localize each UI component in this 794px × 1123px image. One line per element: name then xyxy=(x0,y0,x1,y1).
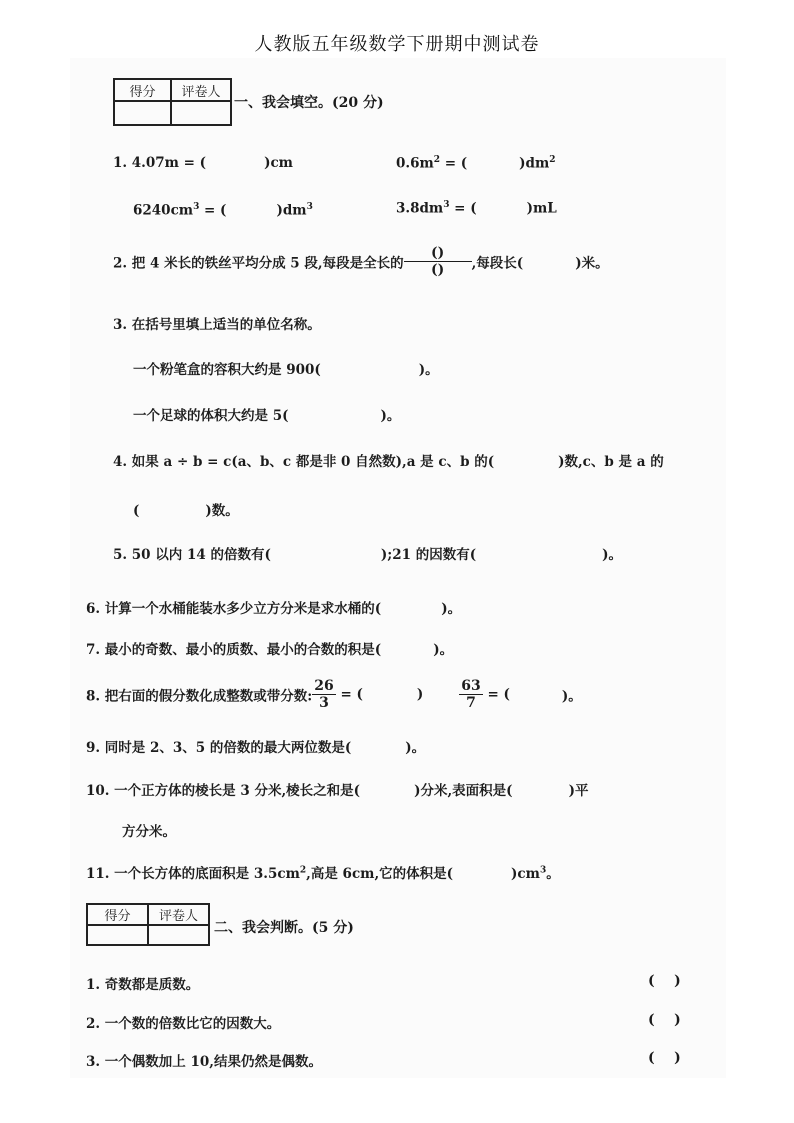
section-title: 二、我会判断。(5 分) xyxy=(214,920,354,936)
fraction-blank[interactable]: $\frac{()}{()}$ xyxy=(404,245,472,278)
judge-item-3: 3. 一个偶数加上 10,结果仍然是偶数。 xyxy=(86,1054,322,1070)
question-4b: ( )数。 xyxy=(133,503,239,519)
question-2: 2. 把 4 米长的铁丝平均分成 5 段,每段是全长的 $\frac{()}{()}$ ,每段长( )米。 xyxy=(113,245,609,278)
question-10b: 方分米。 xyxy=(122,824,176,840)
fraction-63-7: $\frac{63}{7}$ xyxy=(461,678,481,711)
score-table xyxy=(86,903,210,946)
section-title: 一、我会填空。(20 分) xyxy=(234,95,384,111)
question-3: 3. 在括号里填上适当的单位名称。 xyxy=(113,317,321,333)
score-cell[interactable] xyxy=(87,925,148,945)
question-1a: 1. 4.07m = ( )cm xyxy=(113,155,293,171)
judge-item-1: 1. 奇数都是质数。 xyxy=(86,977,200,993)
question-1c: $6240cm^3$ = ( )$dm^3$ xyxy=(133,202,313,219)
question-10: 10. 一个正方体的棱长是 3 分米,棱长之和是( )分米,表面积是( )平 xyxy=(86,783,589,799)
score-label: 得分 xyxy=(114,79,171,101)
score-cell[interactable] xyxy=(114,101,171,125)
question-1b: $0.6m^2$ = ( )$dm^2$ xyxy=(396,155,556,172)
judge-answer-3[interactable]: ( ) xyxy=(648,1050,681,1066)
grader-cell[interactable] xyxy=(148,925,209,945)
grader-cell[interactable] xyxy=(171,101,231,125)
question-8: 8. 把右面的假分数化成整数或带分数: $\frac{26}{3}$ = ( ) $\frac{63}{7}$ = ( )。 xyxy=(86,678,582,711)
page-title: 人教版五年级数学下册期中测试卷 xyxy=(254,34,540,55)
question-7: 7. 最小的奇数、最小的质数、最小的合数的积是( )。 xyxy=(86,642,454,658)
question-9: 9. 同时是 2、3、5 的倍数的最大两位数是( )。 xyxy=(86,740,426,756)
score-label: 得分 xyxy=(87,904,148,925)
grader-label: 评卷人 xyxy=(171,79,231,101)
question-3b: 一个足球的体积大约是 5( )。 xyxy=(133,408,401,424)
question-6: 6. 计算一个水桶能装水多少立方分米是求水桶的( )。 xyxy=(86,601,462,617)
judge-item-2: 2. 一个数的倍数比它的因数大。 xyxy=(86,1016,281,1032)
grader-label: 评卷人 xyxy=(148,904,209,925)
question-11: 11. 一个长方体的底面积是 $3.5cm^2$,高是 6cm,它的体积是( )$cm^3$。 xyxy=(86,865,560,882)
judge-answer-1[interactable]: ( ) xyxy=(648,973,681,989)
judge-answer-2[interactable]: ( ) xyxy=(648,1012,681,1028)
question-5: 5. 50 以内 14 的倍数有( );21 的因数有( )。 xyxy=(113,547,622,563)
question-4: 4. 如果 a ÷ b = c(a、b、c 都是非 0 自然数),a 是 c、b 的( )数,c、b 是 a 的 xyxy=(113,454,664,470)
score-table xyxy=(113,78,232,126)
fraction-26-3: $\frac{26}{3}$ xyxy=(314,678,334,711)
question-3a: 一个粉笔盒的容积大约是 900( )。 xyxy=(133,362,439,378)
question-1d: $3.8dm^3$ = ( )mL xyxy=(396,200,557,217)
